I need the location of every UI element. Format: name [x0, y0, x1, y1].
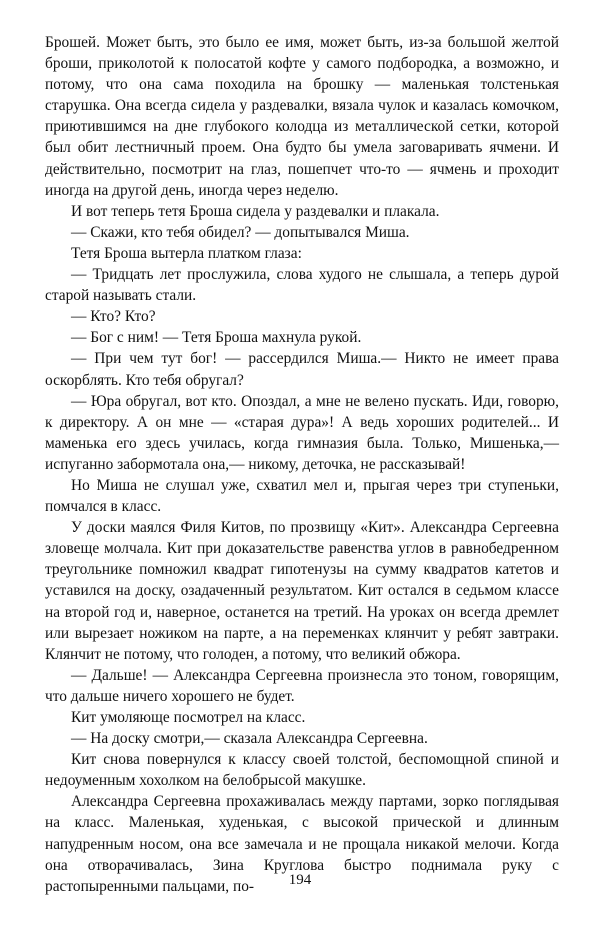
paragraph: Кит снова повернулся к классу своей толстой, беспомощной спиной и недоуменным хохолком на белобрысой макушке. [45, 751, 559, 790]
paragraph: Александра Сергеевна прохаживалась между партами, зорко поглядывая на класс. Маленькая, худенькая, с высокой прической и длинным напудренным носом, она все замечала и не прощала никакой мелочи. Когда она отворачивалась, Зина Круглова быстро поднимала руку с растопыренными пальцами, по- [45, 793, 559, 895]
paragraph: И вот теперь тетя Броша сидела у раздевалки и плакала. [71, 202, 440, 220]
paragraph: — Скажи, кто тебя обидел? — допытывался Миша. [71, 223, 410, 241]
paragraph: Но Миша не слушал уже, схватил мел и, прыгая через три ступеньки, помчался в класс. [45, 476, 559, 516]
paragraph: — При чем тут бог! — рассердился Миша.— Никто не имеет права оскорблять. Кто тебя обругал? [45, 350, 559, 389]
paragraph: Тетя Броша вытерла платком глаза: [71, 244, 302, 262]
paragraph: У доски маялся Филя Китов, по прозвищу «Кит». Александра Сергеевна зловеще молчала. Кит при доказательстве равенства углов в равнобедренном треугольнике помножил квадрат гипотенузы на сумму квадратов катетов и уставился на доску, озадаченный результатом. Кит остался в седьмом классе на второй год и, наверное, останется на третий. На уроках он всегда дремлет или вырезает ножиком на парте, а на переменках клянчит у ребят завтраки. Клянчит не потому, что голоден, а потому, что великий обжора. [45, 519, 559, 663]
paragraph: Брошей. Может быть, это было ее имя, может быть, из-за большой желтой броши, приколотой к полосатой кофте у самого подбородка, а возможно, и потому, что она сама походила на брошку — маленькая толстенькая старушка. Она всегда сидела у раздевалки, вязала чулок и казалась комочком, приютившимся на дне глубокого колодца из металлической сетки, которой был обит лестничный проем. Она будто бы умела заговаривать ячмени. И действительно, посмотрит на глаз, пошепчет что-то — ячмень и проходит иногда на другой день, иногда через неделю. [45, 34, 559, 199]
paragraph: — На доску смотри,— сказала Александра Сергеевна. [71, 730, 428, 748]
page-text [45, 32, 559, 897]
paragraph: — Кто? Кто? [71, 308, 156, 326]
paragraph: — Бог с ним! — Тетя Броша махнула рукой. [71, 329, 362, 347]
paragraph: Кит умоляюще посмотрел на класс. [71, 709, 306, 726]
paragraph: — Дальше! — Александра Сергеевна произнесла это тоном, говорящим, что дальше ничего хорошего не будет. [45, 666, 559, 705]
page-number: 194 [288, 872, 312, 888]
paragraph: — Юра обругал, вот кто. Опоздал, а мне не велено пускать. Иди, говорю, к директору. А он мне — «старая дура»! А ведь хороших родителей... И маменька его здесь училась, когда гимназия была. Только, Мишенька,— испуганно забормотала она,— никому, деточка, не рассказывай! [45, 392, 559, 473]
paragraph: — Тридцать лет прослужила, слова худого не слышала, а теперь дурой старой называть стали. [45, 266, 559, 305]
